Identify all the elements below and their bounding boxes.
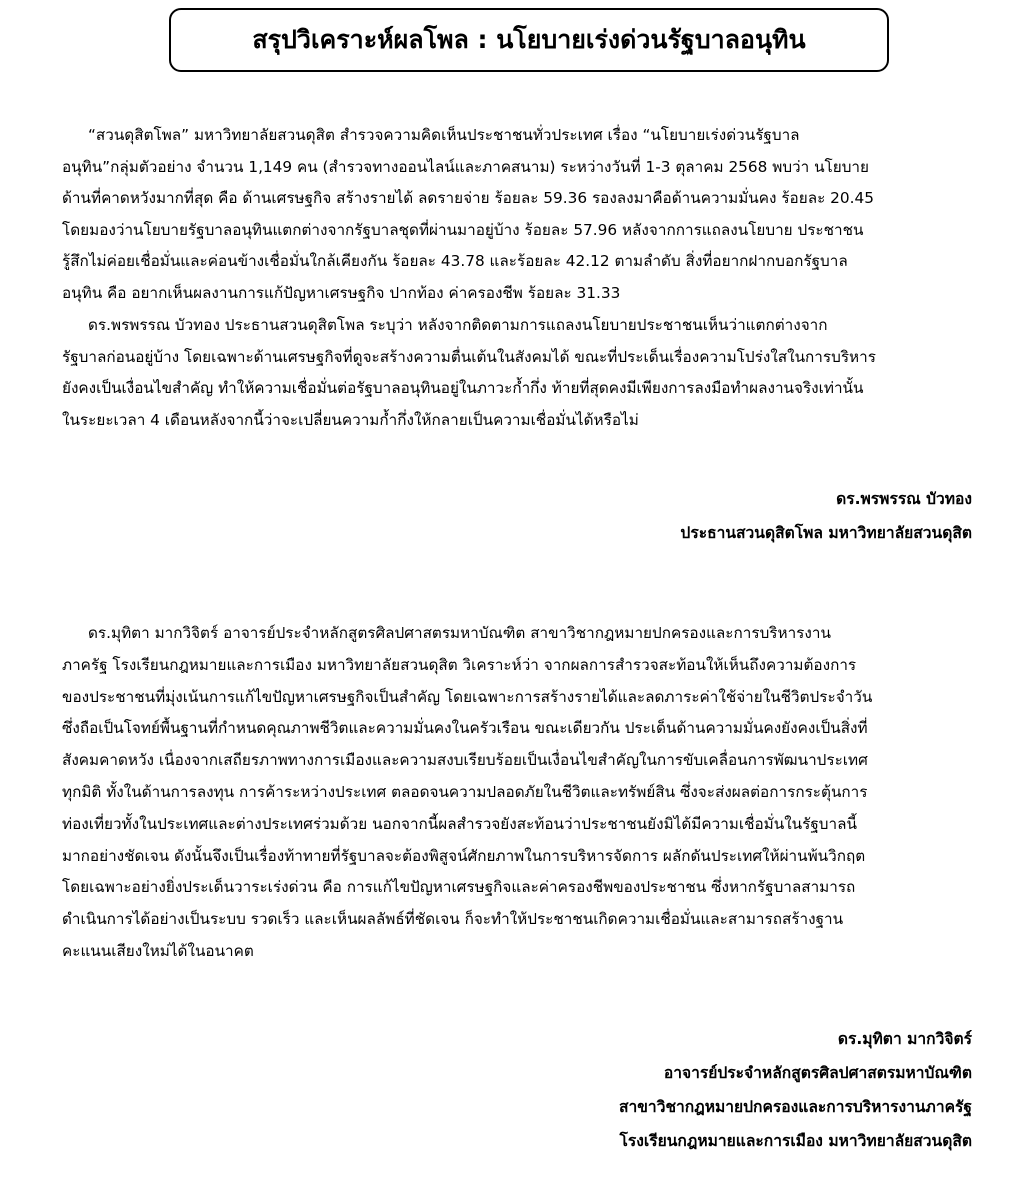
text-line: ด้านที่คาดหวังมากที่สุด คือ ด้านเศรษฐกิจ สร้างรายได้ ลดรายจ่าย ร้อยละ 59.36 รองลงมาคือด้านความมั่นคง ร้อยละ 20.45 bbox=[62, 189, 874, 208]
text-line: ภาครัฐ โรงเรียนกฎหมายและการเมือง มหาวิทยาลัยสวนดุสิต วิเคราะห์ว่า จากผลการสำรวจสะท้อนให้เห็นถึงความต้องการ bbox=[62, 655, 857, 674]
text-line: ดร.พรพรรณ บัวทอง ประธานสวนดุสิตโพล ระบุว่า หลังจากติดตามการแถลงนโยบายประชาชนเห็นว่าแตกต่างจาก bbox=[88, 316, 828, 334]
signature-block-2 bbox=[619, 1022, 972, 1158]
text-line: โดยมองว่านโยบายรัฐบาลอนุทินแตกต่างจากรัฐบาลชุดที่ผ่านมาอยู่บ้าง ร้อยละ 57.96 หลังจากการแถลงนโยบาย ประชาชน bbox=[62, 220, 864, 239]
signature-block-1 bbox=[680, 482, 972, 550]
text-line: “สวนดุสิตโพล” มหาวิทยาลัยสวนดุสิต สำรวจความคิดเห็นประชาชนทั่วประเทศ เรื่อง “นโยบายเร่งด่วนรัฐบาล bbox=[88, 126, 800, 144]
text-line: รัฐบาลก่อนอยู่บ้าง โดยเฉพาะด้านเศรษฐกิจที่ดูจะสร้างความตื่นเต้นในสังคมได้ ขณะที่ประเด็นเรื่องความโปร่งใสในการบริหาร bbox=[62, 347, 876, 366]
signature-line: อาจารย์ประจำหลักสูตรศิลปศาสตรมหาบัณฑิต bbox=[663, 1064, 972, 1082]
text-line: ดร.มุทิตา มากวิจิตร์ อาจารย์ประจำหลักสูตรศิลปศาสตรมหาบัณฑิต สาขาวิชากฎหมายปกครองและการบริหารงาน bbox=[88, 624, 831, 642]
signature-line: สาขาวิชากฎหมายปกครองและการบริหารงานภาครัฐ bbox=[619, 1098, 972, 1116]
text-line: ยังคงเป็นเงื่อนไขสำคัญ ทำให้ความเชื่อมั่นต่อรัฐบาลอนุทินอยู่ในภาวะก้ำกึ่ง ท้ายที่สุดคงมีเพียงการลงมือทำผลงานจริงเท่านั้น bbox=[62, 379, 864, 398]
text-line: สังคมคาดหวัง เนื่องจากเสถียรภาพทางการเมืองและความสงบเรียบร้อยเป็นเงื่อนไขสำคัญในการขับเคลื่อนการพัฒนาประเทศ bbox=[62, 751, 868, 770]
summary-paragraph-2 bbox=[62, 310, 972, 436]
text-line: ท่องเที่ยวทั้งในประเทศและต่างประเทศร่วมด้วย นอกจากนี้ผลสำรวจยังสะท้อนว่าประชาชนยังมิได้มีความเชื่อมั่นในรัฐบาลนี้ bbox=[62, 814, 857, 833]
text-line: รู้สึกไม่ค่อยเชื่อมั่นและค่อนข้างเชื่อมั่นใกล้เคียงกัน ร้อยละ 43.78 และร้อยละ 42.12 ตามลำดับ สิ่งที่อยากฝากบอกรัฐบาล bbox=[62, 252, 848, 271]
text-line: คะแนนเสียงใหม่ได้ในอนาคต bbox=[62, 941, 254, 960]
signature-line: โรงเรียนกฎหมายและการเมือง มหาวิทยาลัยสวนดุสิต bbox=[619, 1132, 972, 1150]
summary-paragraph-1 bbox=[62, 120, 972, 310]
text-line: ในระยะเวลา 4 เดือนหลังจากนี้ว่าจะเปลี่ยนความก้ำกึ่งให้กลายเป็นความเชื่อมั่นได้หรือไม่ bbox=[62, 410, 639, 429]
analysis-paragraph bbox=[62, 618, 972, 968]
text-line: ของประชาชนที่มุ่งเน้นการแก้ไขปัญหาเศรษฐกิจเป็นสำคัญ โดยเฉพาะการสร้างรายได้และลดภาระค่าใช้จ่ายในชีวิตประจำวัน bbox=[62, 687, 873, 706]
text-line: โดยเฉพาะอย่างยิ่งประเด็นวาระเร่งด่วน คือ การแก้ไขปัญหาเศรษฐกิจและค่าครองชีพของประชาชน ซึ่งหากรัฐบาลสามารถ bbox=[62, 878, 856, 897]
text-line: มากอย่างชัดเจน ดังนั้นจึงเป็นเรื่องท้าทายที่รัฐบาลจะต้องพิสูจน์ศักยภาพในการบริหารจัดการ ผลักดันประเทศให้ผ่านพ้นวิกฤต bbox=[62, 846, 866, 865]
page-title: สรุปวิเคราะห์ผลโพล : นโยบายเร่งด่วนรัฐบาลอนุทิน bbox=[252, 25, 806, 54]
title-box bbox=[169, 8, 889, 72]
text-line: ดำเนินการได้อย่างเป็นระบบ รวดเร็ว และเห็นผลลัพธ์ที่ชัดเจน ก็จะทำให้ประชาชนเกิดความเชื่อมั่นและสามารถสร้างฐาน bbox=[62, 910, 844, 929]
text-line: ทุกมิติ ทั้งในด้านการลงทุน การค้าระหว่างประเทศ ตลอดจนความปลอดภัยในชีวิตและทรัพย์สิน ซึ่งจะส่งผลต่อการกระตุ้นการ bbox=[62, 782, 868, 801]
signature-name: ดร.พรพรรณ บัวทอง bbox=[836, 490, 972, 508]
signature-position: ประธานสวนดุสิตโพล มหาวิทยาลัยสวนดุสิต bbox=[680, 524, 972, 542]
text-line: อนุทิน”กลุ่มตัวอย่าง จำนวน 1,149 คน (สำรวจทางออนไลน์และภาคสนาม) ระหว่างวันที่ 1-3 ตุลาคม 2568 พบว่า นโยบาย bbox=[62, 157, 869, 176]
signature-name: ดร.มุทิตา มากวิจิตร์ bbox=[837, 1030, 972, 1048]
text-line: อนุทิน คือ อยากเห็นผลงานการแก้ปัญหาเศรษฐกิจ ปากท้อง ค่าครองชีพ ร้อยละ 31.33 bbox=[62, 283, 621, 302]
text-line: ซึ่งถือเป็นโจทย์พื้นฐานที่กำหนดคุณภาพชีวิตและความมั่นคงในครัวเรือน ขณะเดียวกัน ประเด็นด้านความมั่นคงยังคงเป็นสิ่งที่ bbox=[62, 719, 868, 738]
